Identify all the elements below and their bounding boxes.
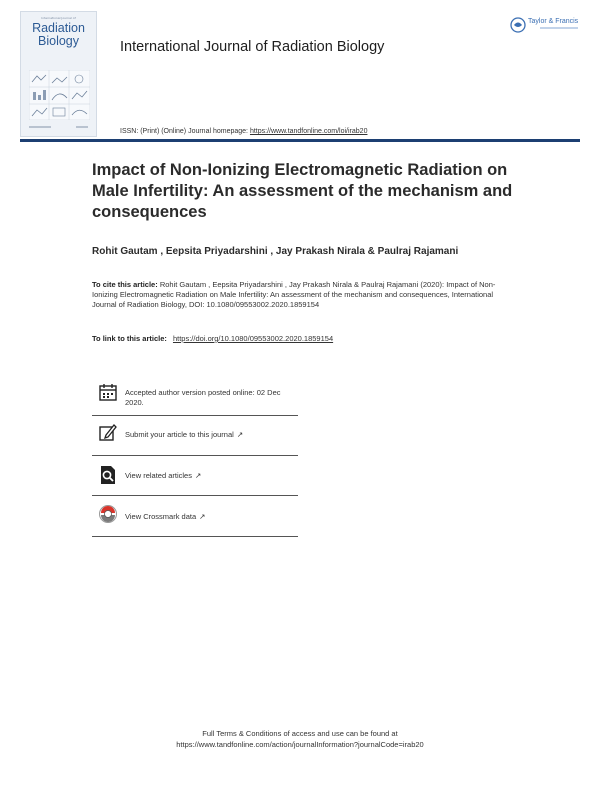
calendar-icon <box>98 382 118 402</box>
crossmark-text: View Crossmark data <box>125 512 197 521</box>
cover-figure-graphic <box>29 70 90 120</box>
crossmark-link[interactable] <box>125 512 205 522</box>
submit-article-link[interactable] <box>125 430 243 440</box>
footer-terms-text: Full Terms & Conditions of access and use can be found at <box>202 729 398 738</box>
publisher-name: Taylor & Francis <box>528 18 579 25</box>
taylor-francis-logo-icon <box>510 17 526 33</box>
edit-icon <box>98 422 118 442</box>
article-actions <box>92 378 298 537</box>
cover-title-biology: Biology <box>38 33 79 48</box>
crossmark-item[interactable] <box>92 496 298 537</box>
external-link-icon: ↗ <box>236 430 244 439</box>
journal-homepage-link[interactable]: https://www.tandfonline.com/loi/irab20 <box>249 128 368 135</box>
cover-title-radiation: Radiation <box>32 21 85 35</box>
cover-topline: International Journal of <box>41 16 76 20</box>
article-doi-link[interactable]: https://doi.org/10.1080/09553002.2020.1859154 <box>172 334 334 343</box>
article-title: Impact of Non-Ionizing Electromagnetic Radiation on Male Infertility: An assessment of the mechanism and consequences <box>92 161 513 221</box>
journal-name: International Journal of Radiation Biology <box>120 39 385 55</box>
accepted-version-text: Accepted author version posted online: 02 Dec 2020. <box>125 388 281 407</box>
publisher-tagline-bar <box>540 27 578 29</box>
submit-article-text: Submit your article to this journal <box>125 430 234 439</box>
publisher-logo[interactable] <box>510 17 586 35</box>
cover-footer-mark <box>29 126 51 128</box>
accepted-version-item <box>92 378 298 416</box>
article-authors: Rohit Gautam , Eepsita Priyadarshini , Jay Prakash Nirala & Paulraj Rajamani <box>92 246 459 257</box>
article-link-line <box>92 334 333 343</box>
citation-block <box>92 280 517 310</box>
header-divider <box>20 139 580 142</box>
external-link-icon: ↗ <box>199 512 206 521</box>
search-document-icon <box>98 465 118 485</box>
citation-text: Rohit Gautam , Eepsita Priyadarshini , Jay Prakash Nirala & Paulraj Rajamani (2020): Impact of Non-Ionizing Electromagnetic Radiation on Male Infertility: An assessment of the mechanism and consequences, International Journal of Radiation Biology, DOI: 10.1080/09553002.2020.1859154 <box>92 280 496 309</box>
citation-label: To cite this article: <box>92 280 158 289</box>
related-articles-item[interactable] <box>92 456 298 496</box>
related-articles-link[interactable] <box>125 471 201 481</box>
page-footer <box>0 728 600 750</box>
issn-line <box>120 128 367 135</box>
cover-footer-mark-right <box>76 126 88 128</box>
external-link-icon: ↗ <box>194 471 202 480</box>
article-link-label: To link to this article: <box>92 334 167 343</box>
issn-text: ISSN: (Print) (Online) Journal homepage: <box>120 128 248 135</box>
footer-terms-link[interactable]: https://www.tandfonline.com/action/journalInformation?journalCode=irab20 <box>176 740 424 749</box>
journal-cover-thumbnail <box>20 11 97 137</box>
crossmark-icon <box>98 504 118 524</box>
related-articles-text: View related articles <box>125 471 192 480</box>
submit-article-item[interactable] <box>92 416 298 456</box>
